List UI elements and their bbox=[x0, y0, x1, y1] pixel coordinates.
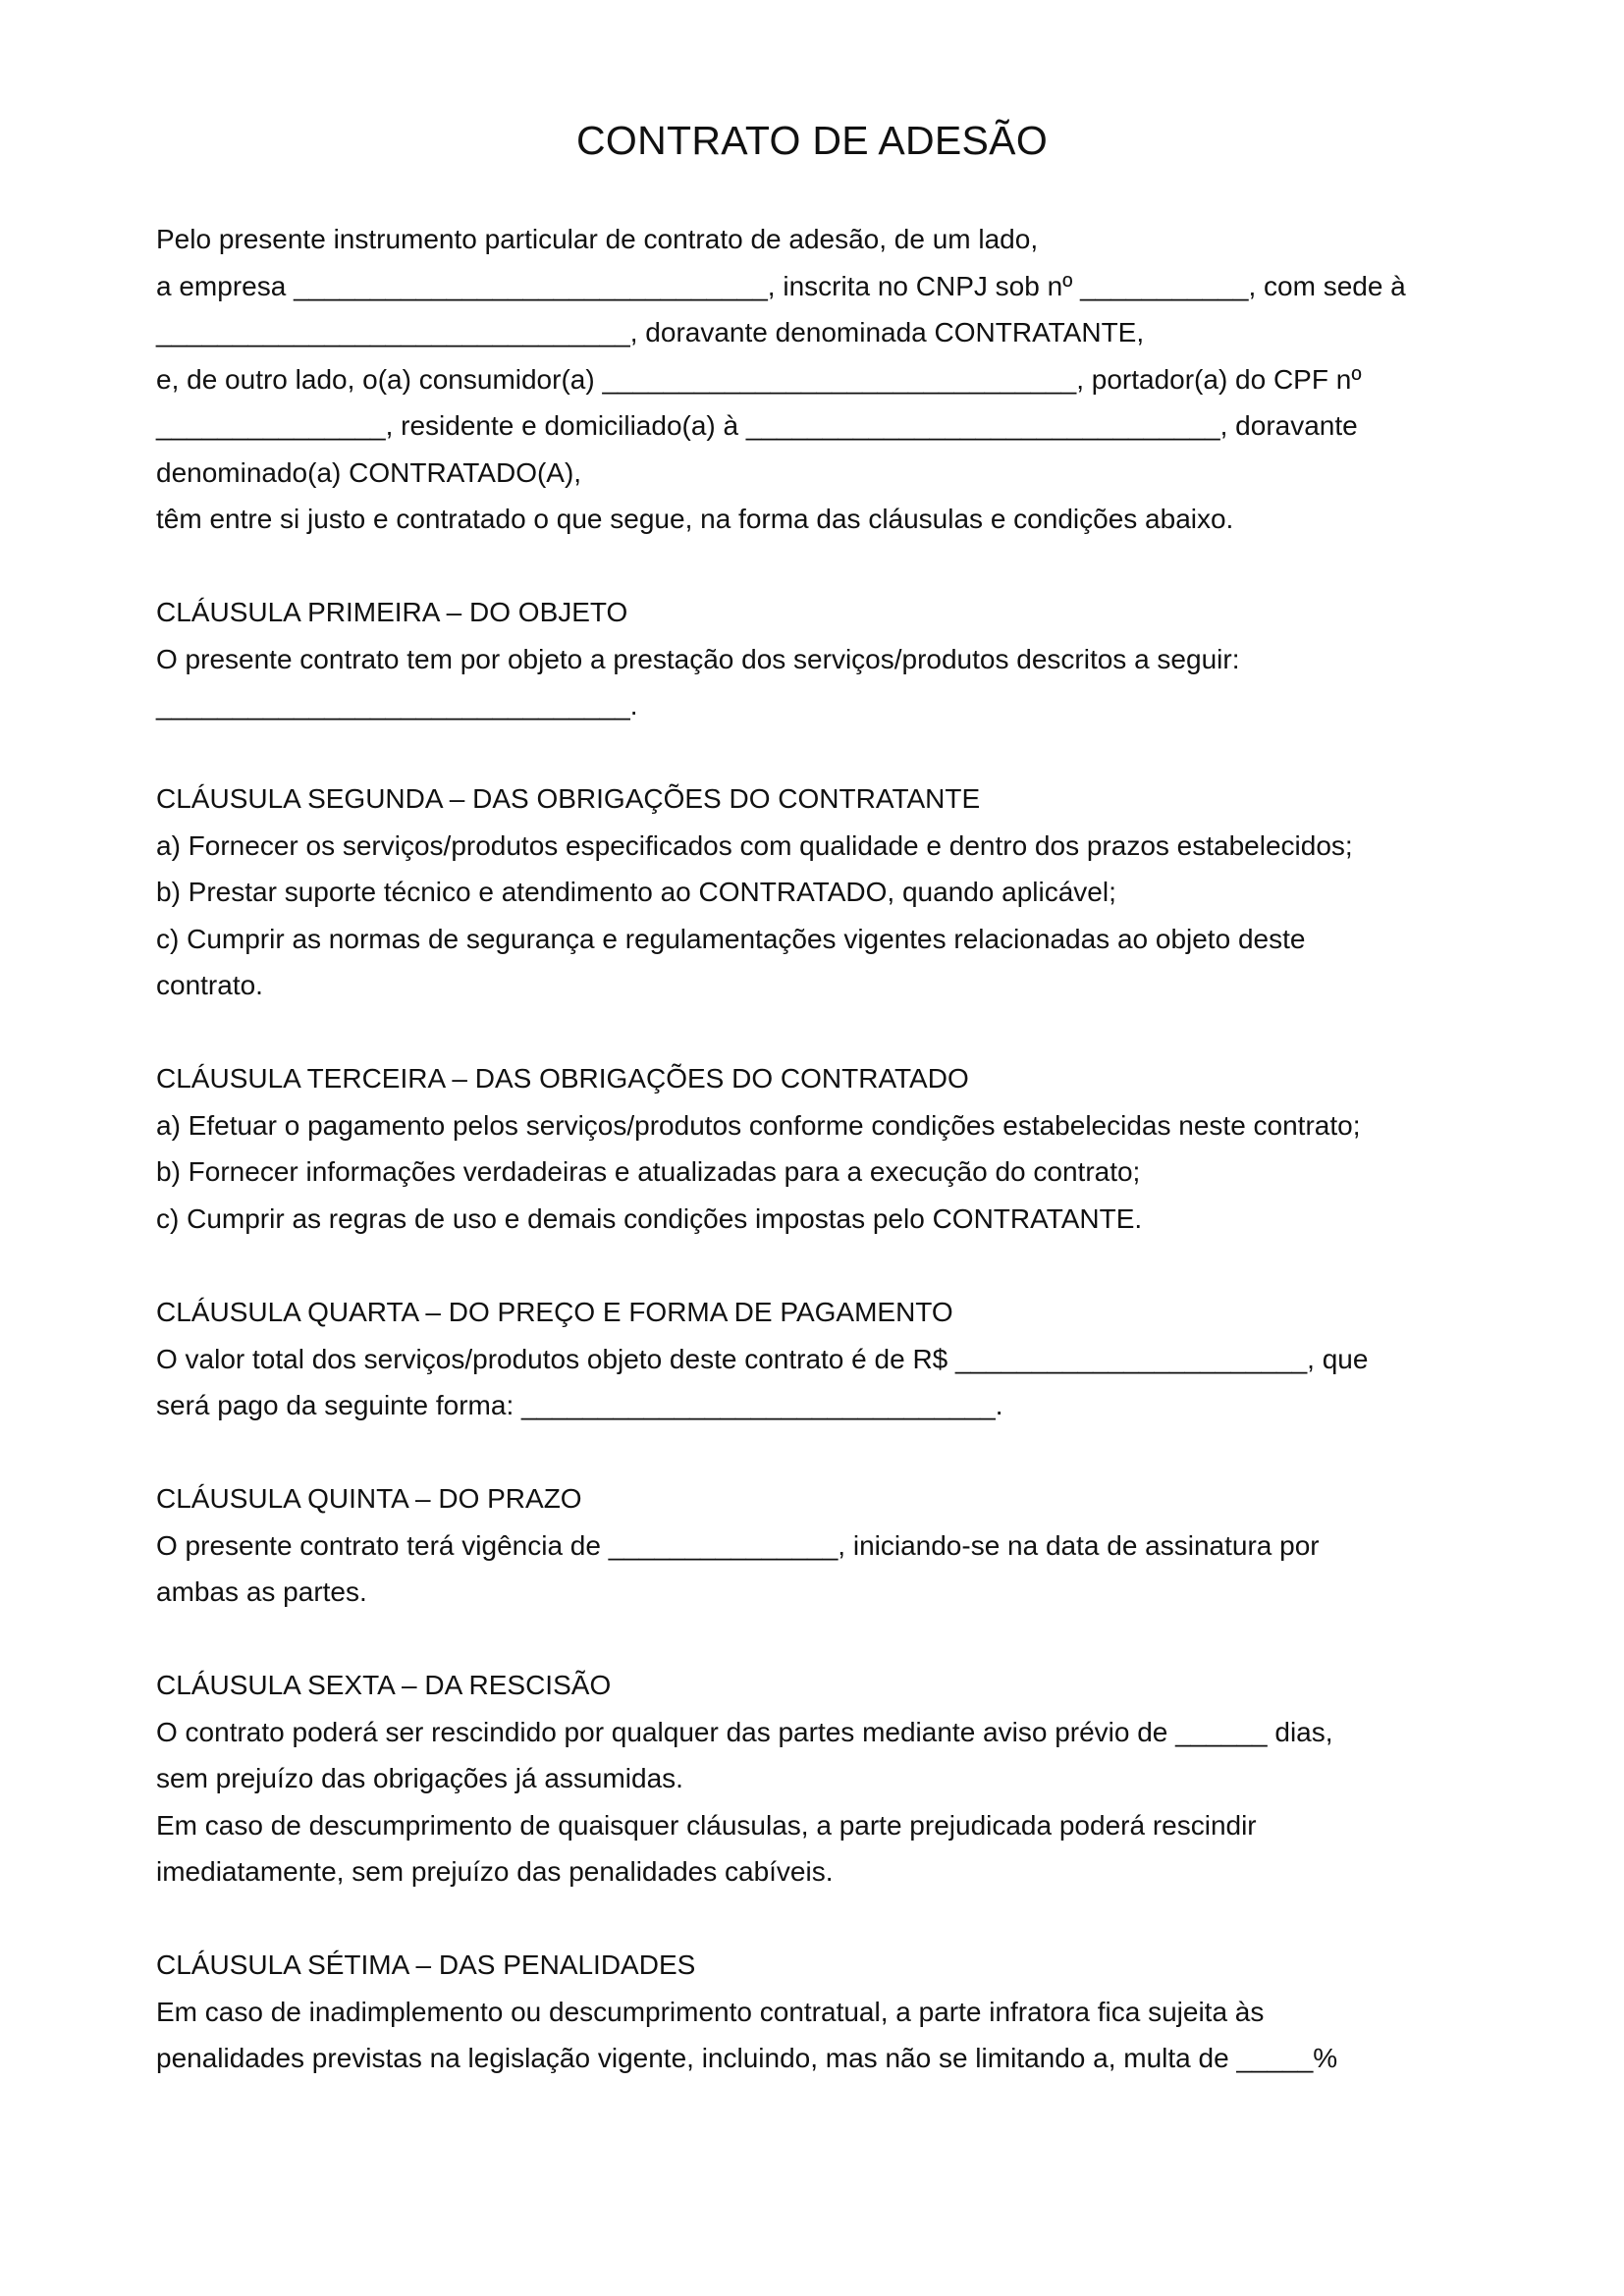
clause-line: b) Fornecer informações verdadeiras e atualizadas para a execução do contrato; bbox=[156, 1156, 1141, 1187]
clause-sexta bbox=[156, 1662, 1531, 1896]
clause-heading: CLÁUSULA SEGUNDA – DAS OBRIGAÇÕES DO CONTRATANTE bbox=[156, 783, 981, 814]
clause-quinta bbox=[156, 1475, 1531, 1616]
intro-line: a empresa _______________________________, inscrita no CNPJ sob nº ___________, com sede à bbox=[156, 270, 1406, 301]
clause-setima bbox=[156, 1942, 1531, 2082]
intro-paragraph bbox=[156, 216, 1531, 543]
clause-line: O valor total dos serviços/produtos objeto deste contrato é de R$ _______________________, que bbox=[156, 1343, 1369, 1374]
clause-line: será pago da seguinte forma: _______________________________. bbox=[156, 1390, 1003, 1420]
clause-heading: CLÁUSULA QUINTA – DO PRAZO bbox=[156, 1483, 582, 1514]
clause-heading: CLÁUSULA QUARTA – DO PREÇO E FORMA DE PAGAMENTO bbox=[156, 1297, 953, 1327]
intro-line: _______________, residente e domiciliado(a) à _______________________________, doravante bbox=[156, 410, 1358, 441]
clause-heading: CLÁUSULA SEXTA – DA RESCISÃO bbox=[156, 1670, 612, 1700]
clause-line: b) Prestar suporte técnico e atendimento ao CONTRATADO, quando aplicável; bbox=[156, 877, 1116, 907]
clause-heading: CLÁUSULA PRIMEIRA – DO OBJETO bbox=[156, 597, 628, 627]
clause-line: O contrato poderá ser rescindido por qualquer das partes mediante aviso prévio de ______ dias, bbox=[156, 1716, 1333, 1747]
document-title: CONTRATO DE ADESÃO bbox=[575, 118, 1049, 163]
clause-line: sem prejuízo das obrigações já assumidas. bbox=[156, 1763, 683, 1793]
clause-primeira bbox=[156, 589, 1531, 729]
clause-line: Em caso de descumprimento de quaisquer cláusulas, a parte prejudicada poderá rescindir bbox=[156, 1809, 1257, 1841]
clause-terceira bbox=[156, 1055, 1531, 1242]
clause-line: c) Cumprir as normas de segurança e regulamentações vigentes relacionadas ao objeto deste bbox=[156, 923, 1306, 954]
clause-quarta bbox=[156, 1289, 1531, 1429]
clause-line: a) Fornecer os serviços/produtos especificados com qualidade e dentro dos prazos estabelecidos; bbox=[156, 829, 1353, 861]
clause-line: imediatamente, sem prejuízo das penalidades cabíveis. bbox=[156, 1856, 834, 1887]
clause-heading: CLÁUSULA TERCEIRA – DAS OBRIGAÇÕES DO CONTRATADO bbox=[156, 1063, 969, 1094]
clause-line: c) Cumprir as regras de uso e demais condições impostas pelo CONTRATANTE. bbox=[156, 1202, 1143, 1234]
clause-segunda bbox=[156, 775, 1531, 1009]
intro-line: denominado(a) CONTRATADO(A), bbox=[156, 456, 582, 488]
clause-line: ambas as partes. bbox=[156, 1576, 367, 1607]
intro-line: Pelo presente instrumento particular de contrato de adesão, de um lado, bbox=[156, 224, 1039, 254]
clause-line: O presente contrato terá vigência de _______________, iniciando-se na data de assinatura por bbox=[156, 1529, 1320, 1561]
clause-line: a) Efetuar o pagamento pelos serviços/produtos conforme condições estabelecidas neste contrato; bbox=[156, 1109, 1361, 1141]
clause-heading: CLÁUSULA SÉTIMA – DAS PENALIDADES bbox=[156, 1949, 696, 1980]
intro-line: têm entre si justo e contratado o que segue, na forma das cláusulas e condições abaixo. bbox=[156, 504, 1234, 534]
clause-line: _______________________________. bbox=[156, 690, 638, 721]
clause-line: contrato. bbox=[156, 970, 263, 1000]
clause-line: O presente contrato tem por objeto a prestação dos serviços/produtos descritos a seguir: bbox=[156, 643, 1240, 674]
clause-line: Em caso de inadimplemento ou descumprimento contratual, a parte infratora fica sujeita às bbox=[156, 1996, 1265, 2027]
clause-line: penalidades previstas na legislação vigente, incluindo, mas não se limitando a, multa de _____% bbox=[156, 2043, 1338, 2073]
intro-line: _______________________________, doravante denominada CONTRATANTE, bbox=[156, 317, 1145, 347]
intro-line: e, de outro lado, o(a) consumidor(a) _______________________________, portador(a) do CPF nº bbox=[156, 363, 1362, 395]
